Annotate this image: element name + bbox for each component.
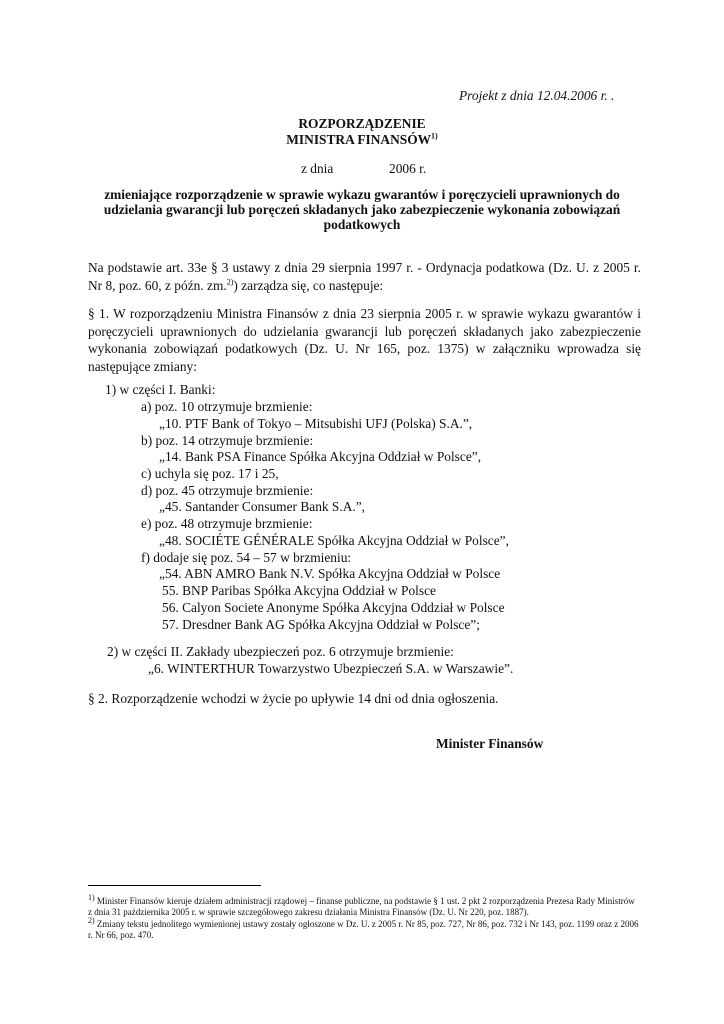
footnote-ref-2: 2) <box>226 277 234 287</box>
title-regulation: ROZPORZĄDZENIE <box>298 116 426 131</box>
subject-line-3: podatkowych <box>323 217 401 232</box>
change-f: f) dodaje się poz. 54 – 57 w brzmieniu: <box>141 550 352 565</box>
change-f-56: 56. Calyon Societe Anonyme Spółka Akcyjna Oddział w Polsce <box>162 600 505 615</box>
change-e: e) poz. 48 otrzymuje brzmienie: <box>141 516 313 531</box>
footnote-ref-1: 1) <box>431 131 438 141</box>
subject-line-1: zmieniające rozporządzenie w sprawie wykazu gwarantów i poręczycieli uprawnionych do <box>104 187 620 202</box>
date-prefix: z dnia <box>301 161 334 176</box>
change-e-text: „48. SOCIÉTE GÉNÉRALE Spółka Akcyjna Oddział w Polsce”, <box>159 533 509 548</box>
footnote-2: $^{2)}$ Zmiany tekstu jednolitego wymienionej ustawy zostały ogłoszone w Dz. U. z 2005 r. Nr 85, poz. 727, Nr 86, poz. 732 i Nr 143, poz. 1199 oraz z 2006 r. Nr 66, poz. 470. <box>88 916 639 941</box>
change-b: b) poz. 14 otrzymuje brzmienie: <box>141 433 314 448</box>
change-item-2-text: „6. WINTERTHUR Towarzystwo Ubezpieczeń S.A. w Warszawie”. <box>148 661 514 676</box>
footnote-separator <box>88 885 261 886</box>
footnote-1: $^{1)}$ Minister Finansów kieruje działem administracji rządowej – finanse publiczne, na podstawie § 1 ust. 2 pkt 2 rozporządzenia Prezesa Rady Ministrów z dnia 31 października 2005 r. w sprawie szczegółowego zakresu działania Ministra Finansów (Dz. U. Nr 220, poz. 1887). <box>88 893 635 918</box>
change-a-text: „10. PTF Bank of Tokyo – Mitsubishi UFJ (Polska) S.A.”, <box>159 416 473 431</box>
change-d-text: „45. Santander Consumer Bank S.A.”, <box>159 499 366 514</box>
section-2-text: § 2. Rozporządzenie wchodzi w życie po upływie 14 dni od dnia ogłoszenia. <box>88 691 499 706</box>
title-ministry: MINISTRA FINANSÓW$^{1)}$ <box>286 131 438 147</box>
signature: Minister Finansów <box>436 736 544 751</box>
subject-line-2: udzielania gwarancji lub poręczeń składanych jako zabezpieczenie wykonania zobowiązań <box>103 202 621 217</box>
change-b-text: „14. Bank PSA Finance Spółka Akcyjna Oddział w Polsce”, <box>159 449 482 464</box>
change-f-55: 55. BNP Paribas Spółka Akcyjna Oddział w Polsce <box>162 583 436 598</box>
change-f-57: 57. Dresdner Bank AG Spółka Akcyjna Oddział w Polsce”; <box>162 617 480 632</box>
change-item-1: 1) w części I. Banki: <box>105 382 216 397</box>
change-d: d) poz. 45 otrzymuje brzmienie: <box>141 483 314 498</box>
preamble: Na podstawie art. 33e § 3 ustawy z dnia 29 sierpnia 1997 r. - Ordynacja podatkowa (Dz. U. z 2005 r. Nr 8, poz. 60, z późn. zm.$^{2)}$) zarządza się, co następuje: <box>88 260 641 293</box>
date-year: 2006 r. <box>389 161 427 176</box>
change-c: c) uchyla się poz. 17 i 25, <box>141 466 279 481</box>
section-1-text: § 1. W rozporządzeniu Ministra Finansów z dnia 23 sierpnia 2005 r. w sprawie wykazu gwarantów i poręczycieli uprawnionych do udzielania gwarancji lub poręczeń składanych jako zabezpieczenie wykonania zobowiązań podatkowych (Dz. U. Nr 165, poz. 1375) w załączniku wprowadza się następujące zmiany: <box>88 306 641 374</box>
change-a: a) poz. 10 otrzymuje brzmienie: <box>141 399 313 414</box>
change-item-2: 2) w części II. Zakłady ubezpieczeń poz. 6 otrzymuje brzmienie: <box>107 644 454 659</box>
project-date: Projekt z dnia 12.04.2006 r. . <box>459 88 615 103</box>
change-f-54: „54. ABN AMRO Bank N.V. Spółka Akcyjna Oddział w Polsce <box>159 566 501 581</box>
